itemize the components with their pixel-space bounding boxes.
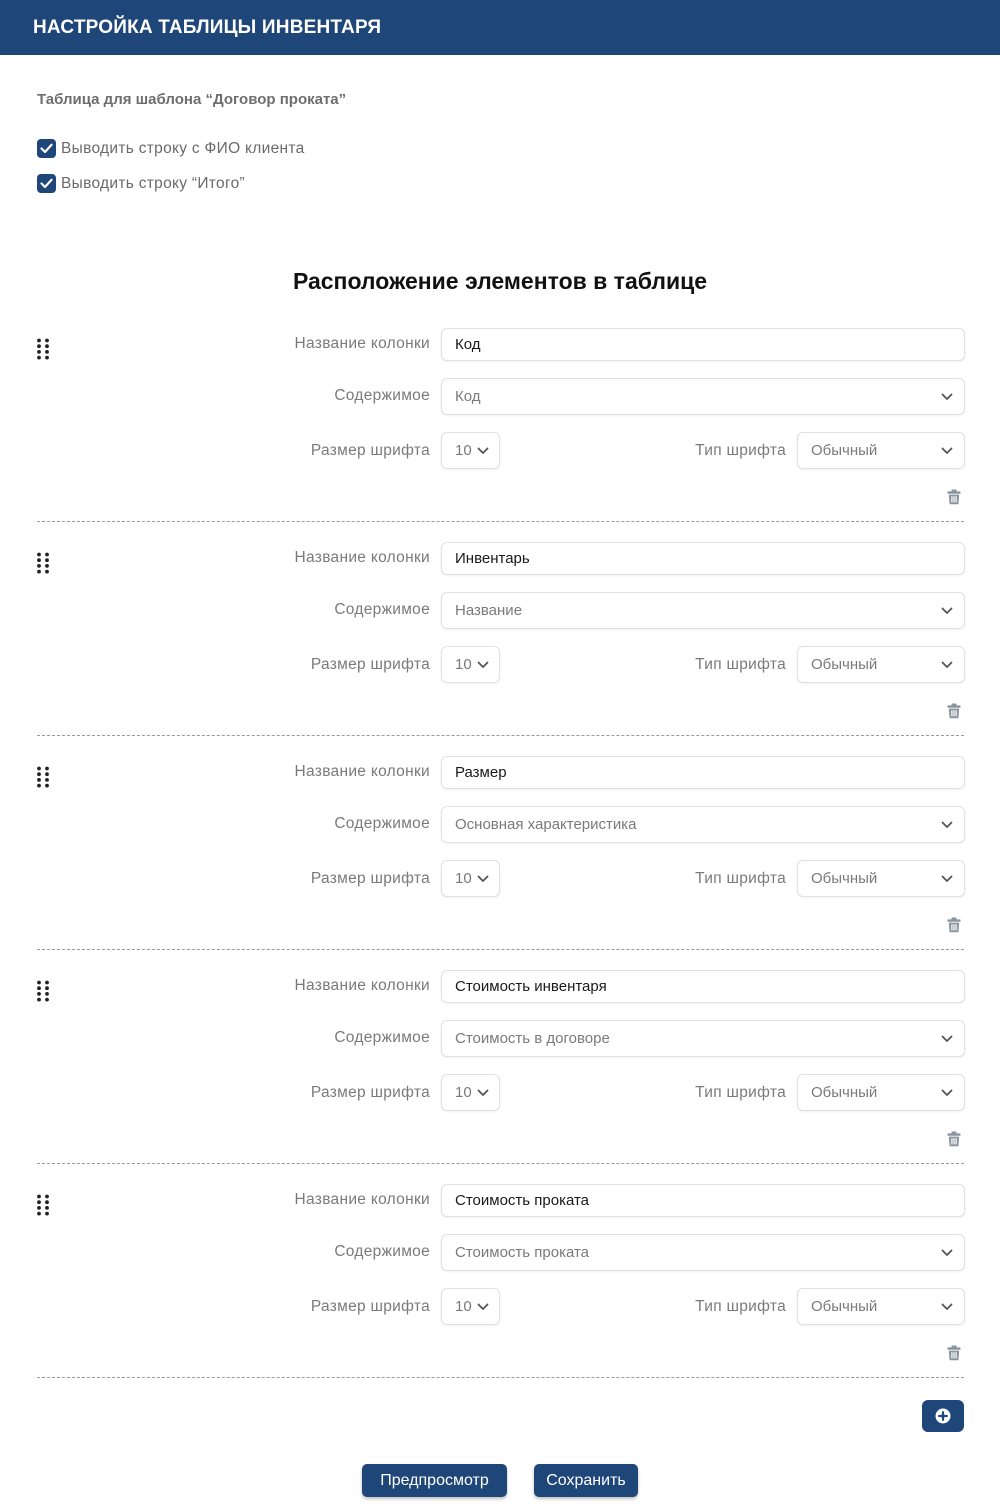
column-name-value: Стоимость проката bbox=[455, 1192, 590, 1209]
drag-handle-icon[interactable] bbox=[36, 980, 50, 1002]
font-type-value: Обычный bbox=[811, 1298, 878, 1315]
chevron-down-icon bbox=[477, 875, 489, 883]
font-size-value: 10 bbox=[455, 656, 472, 673]
checkbox-client-name[interactable] bbox=[37, 139, 56, 158]
content-select[interactable] bbox=[441, 378, 965, 415]
drag-handle-icon[interactable] bbox=[36, 338, 50, 360]
font-size-select[interactable] bbox=[441, 860, 500, 897]
column-name-value: Код bbox=[455, 336, 481, 353]
content-label: Содержимое bbox=[334, 815, 430, 832]
option-show-total[interactable] bbox=[37, 174, 245, 193]
chevron-down-icon bbox=[477, 447, 489, 455]
font-size-select[interactable] bbox=[441, 432, 500, 469]
column-name-input[interactable] bbox=[441, 970, 965, 1003]
font-type-value: Обычный bbox=[811, 656, 878, 673]
option-label: Выводить строку “Итого” bbox=[61, 174, 245, 192]
font-size-label: Размер шрифта bbox=[310, 656, 430, 673]
page-title: НАСТРОЙКА ТАБЛИЦЫ ИНВЕНТАРЯ bbox=[33, 17, 382, 38]
column-name-input[interactable] bbox=[441, 328, 965, 361]
font-type-label: Тип шрифта bbox=[695, 442, 786, 459]
chevron-down-icon bbox=[941, 607, 953, 615]
content-value: Название bbox=[455, 602, 523, 619]
option-show-client-name[interactable] bbox=[37, 139, 305, 158]
page-header bbox=[0, 0, 1000, 55]
checkmark-icon bbox=[40, 178, 53, 189]
column-name-input[interactable] bbox=[441, 542, 965, 575]
content-select[interactable] bbox=[441, 1234, 965, 1271]
font-type-label: Тип шрифта bbox=[695, 656, 786, 673]
column-config bbox=[0, 970, 1000, 1184]
content-value: Код bbox=[455, 388, 481, 405]
font-size-label: Размер шрифта bbox=[310, 1298, 430, 1315]
chevron-down-icon bbox=[941, 1249, 953, 1257]
column-divider bbox=[37, 1163, 964, 1164]
checkbox-total[interactable] bbox=[37, 174, 56, 193]
column-config bbox=[0, 542, 1000, 756]
content-label: Содержимое bbox=[334, 601, 430, 618]
trash-icon[interactable] bbox=[947, 1345, 961, 1361]
column-name-value: Стоимость инвентаря bbox=[455, 978, 607, 995]
trash-icon[interactable] bbox=[947, 1131, 961, 1147]
font-size-select[interactable] bbox=[441, 646, 500, 683]
column-name-input[interactable] bbox=[441, 1184, 965, 1217]
font-type-select[interactable] bbox=[797, 1074, 965, 1111]
trash-icon[interactable] bbox=[947, 703, 961, 719]
font-type-label: Тип шрифта bbox=[695, 1084, 786, 1101]
column-config bbox=[0, 756, 1000, 970]
trash-icon[interactable] bbox=[947, 489, 961, 505]
chevron-down-icon bbox=[941, 1089, 953, 1097]
column-name-label: Название колонки bbox=[294, 763, 430, 780]
drag-handle-icon[interactable] bbox=[36, 766, 50, 788]
column-name-label: Название колонки bbox=[294, 1191, 430, 1208]
checkmark-icon bbox=[40, 143, 53, 154]
font-type-value: Обычный bbox=[811, 1084, 878, 1101]
chevron-down-icon bbox=[941, 393, 953, 401]
content-value: Стоимость проката bbox=[455, 1244, 590, 1261]
trash-icon[interactable] bbox=[947, 917, 961, 933]
content-label: Содержимое bbox=[334, 1029, 430, 1046]
plus-circle-icon bbox=[935, 1408, 951, 1424]
content-select[interactable] bbox=[441, 806, 965, 843]
column-name-input[interactable] bbox=[441, 756, 965, 789]
column-divider bbox=[37, 949, 964, 950]
font-size-label: Размер шрифта bbox=[310, 1084, 430, 1101]
content-select[interactable] bbox=[441, 592, 965, 629]
content-label: Содержимое bbox=[334, 1243, 430, 1260]
font-type-select[interactable] bbox=[797, 1288, 965, 1325]
preview-button[interactable]: Предпросмотр bbox=[362, 1464, 507, 1497]
chevron-down-icon bbox=[941, 661, 953, 669]
content-value: Основная характеристика bbox=[455, 816, 637, 833]
font-size-value: 10 bbox=[455, 870, 472, 887]
column-name-value: Инвентарь bbox=[455, 550, 530, 567]
column-divider bbox=[37, 521, 964, 522]
font-size-select[interactable] bbox=[441, 1288, 500, 1325]
font-type-select[interactable] bbox=[797, 860, 965, 897]
drag-handle-icon[interactable] bbox=[36, 1194, 50, 1216]
add-column-button[interactable] bbox=[922, 1400, 964, 1432]
drag-handle-icon[interactable] bbox=[36, 552, 50, 574]
chevron-down-icon bbox=[941, 447, 953, 455]
column-config bbox=[0, 1184, 1000, 1398]
column-name-label: Название колонки bbox=[294, 335, 430, 352]
font-size-value: 10 bbox=[455, 1298, 472, 1315]
font-type-label: Тип шрифта bbox=[695, 1298, 786, 1315]
column-divider bbox=[37, 1377, 964, 1378]
section-title: Расположение элементов в таблице bbox=[292, 268, 708, 294]
content-value: Стоимость в договоре bbox=[455, 1030, 610, 1047]
save-button[interactable]: Сохранить bbox=[534, 1464, 638, 1497]
chevron-down-icon bbox=[477, 661, 489, 669]
content-label: Содержимое bbox=[334, 387, 430, 404]
font-type-value: Обычный bbox=[811, 442, 878, 459]
template-subtitle: Таблица для шаблона “Договор проката” bbox=[37, 91, 347, 108]
font-type-select[interactable] bbox=[797, 432, 965, 469]
chevron-down-icon bbox=[941, 821, 953, 829]
font-type-label: Тип шрифта bbox=[695, 870, 786, 887]
font-size-label: Размер шрифта bbox=[310, 442, 430, 459]
chevron-down-icon bbox=[941, 1303, 953, 1311]
chevron-down-icon bbox=[477, 1089, 489, 1097]
column-name-label: Название колонки bbox=[294, 977, 430, 994]
font-size-select[interactable] bbox=[441, 1074, 500, 1111]
column-divider bbox=[37, 735, 964, 736]
column-name-label: Название колонки bbox=[294, 549, 430, 566]
font-type-select[interactable] bbox=[797, 646, 965, 683]
chevron-down-icon bbox=[941, 1035, 953, 1043]
content-select[interactable] bbox=[441, 1020, 965, 1057]
column-config bbox=[0, 328, 1000, 542]
column-name-value: Размер bbox=[455, 764, 507, 781]
chevron-down-icon bbox=[941, 875, 953, 883]
font-size-value: 10 bbox=[455, 442, 472, 459]
font-type-value: Обычный bbox=[811, 870, 878, 887]
font-size-label: Размер шрифта bbox=[310, 870, 430, 887]
font-size-value: 10 bbox=[455, 1084, 472, 1101]
option-label: Выводить строку с ФИО клиента bbox=[61, 139, 305, 157]
chevron-down-icon bbox=[477, 1303, 489, 1311]
